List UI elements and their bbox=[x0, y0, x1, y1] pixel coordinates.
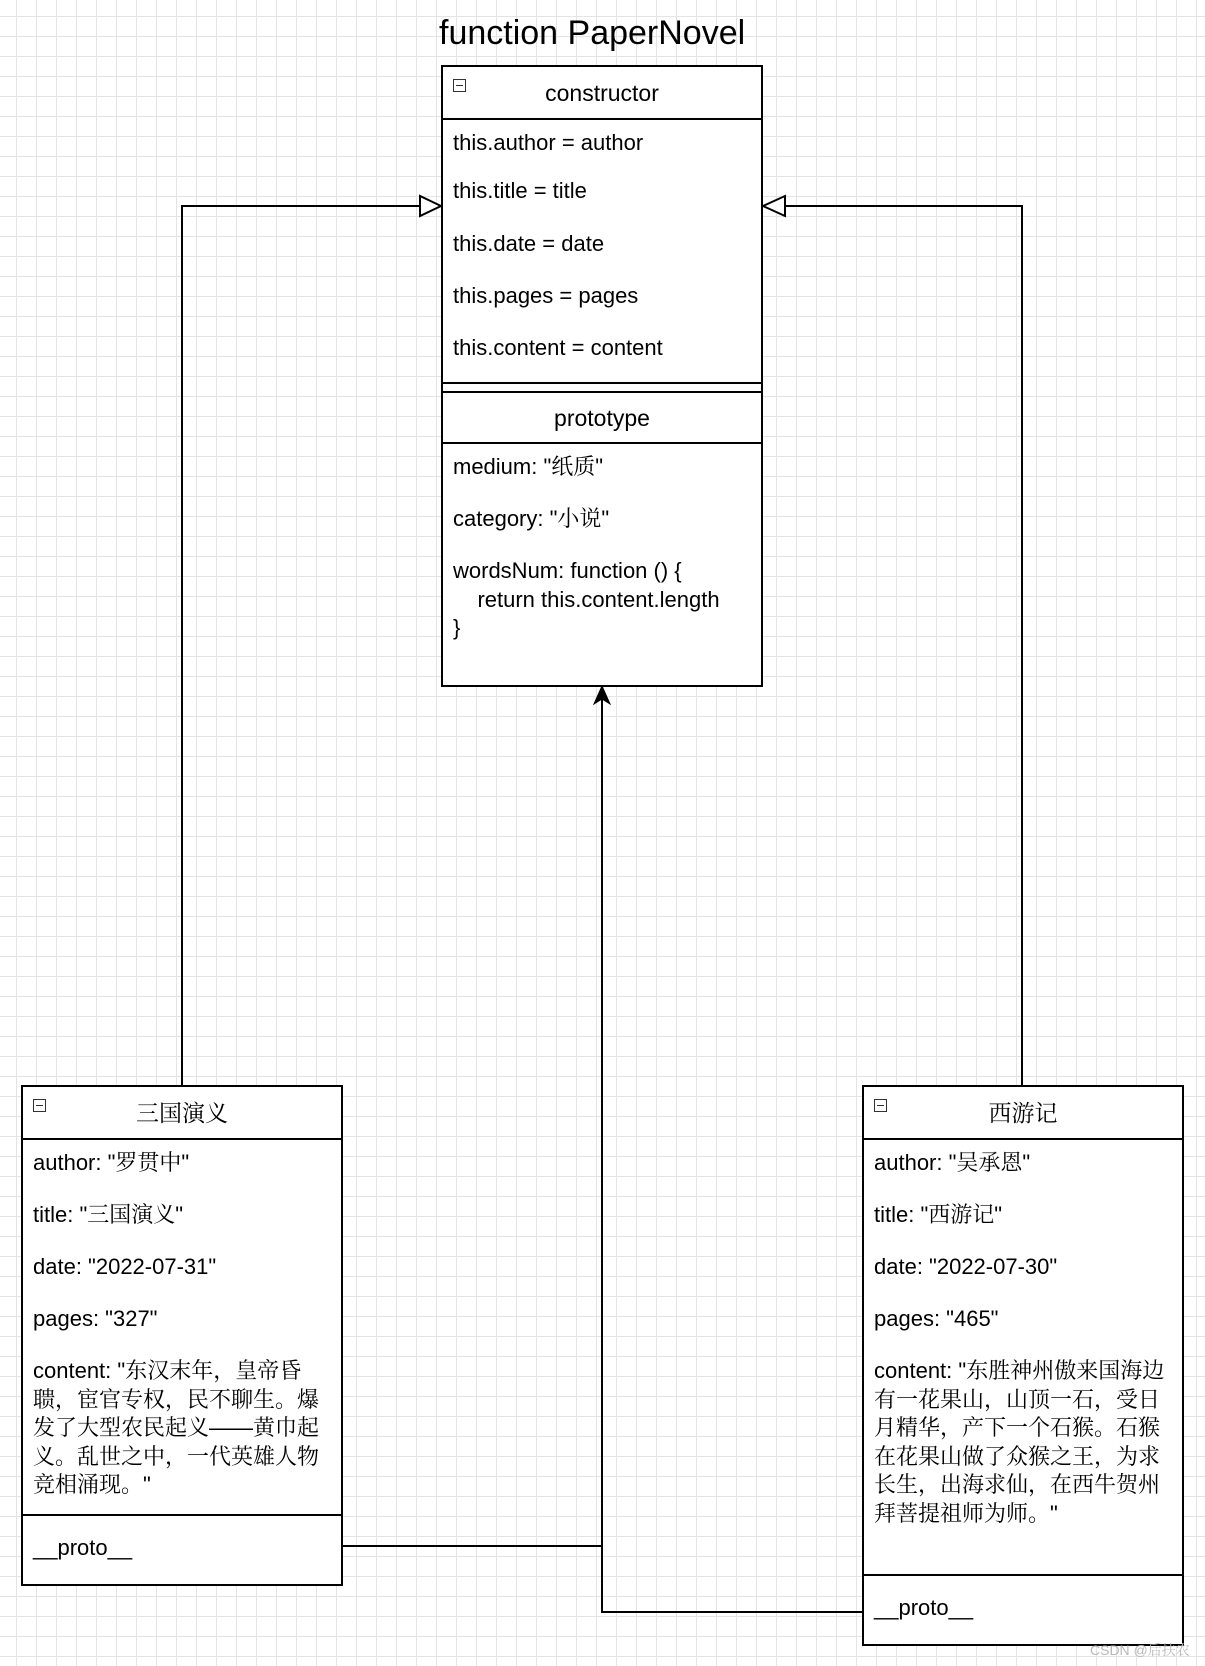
xiyou-field: author: "吴承恩" bbox=[874, 1150, 1031, 1175]
prototype-field: category: "小说" bbox=[453, 506, 610, 531]
xiyou-field: date: "2022-07-30" bbox=[874, 1254, 1058, 1279]
constructor-field: this.title = title bbox=[453, 178, 587, 203]
constructor-field: this.pages = pages bbox=[453, 283, 639, 308]
collapse-icon[interactable] bbox=[453, 79, 466, 92]
sanguo-object-box[interactable] bbox=[21, 1085, 343, 1586]
prototype-field: medium: "纸质" bbox=[453, 454, 604, 479]
inheritance-arrowhead-right bbox=[763, 196, 785, 216]
sanguo-field: pages: "327" bbox=[33, 1306, 158, 1331]
collapse-icon[interactable] bbox=[33, 1099, 46, 1112]
sanguo-field: title: "三国演义" bbox=[33, 1202, 184, 1227]
prototype-header[interactable] bbox=[443, 391, 761, 444]
prototype-header-label: prototype bbox=[554, 405, 650, 431]
prototype-method: wordsNum: function () { return this.content.length } bbox=[453, 558, 720, 640]
xiyou-content-field: content: "东胜神州傲来国海边有一花果山，山顶一石，受日月精华，产下一个石猴。石猴在花果山做了众猴之王，为求长生，出海求仙，在西牛贺州拜菩提祖师为师。" bbox=[874, 1358, 1165, 1526]
paper-novel-class-box[interactable] bbox=[441, 65, 763, 687]
sanguo-field: author: "罗贯中" bbox=[33, 1150, 190, 1175]
xiyou-field: title: "西游记" bbox=[874, 1202, 1003, 1227]
collapse-icon[interactable] bbox=[874, 1099, 887, 1112]
section-divider bbox=[864, 1574, 1182, 1576]
inheritance-edge-sanguo bbox=[182, 206, 420, 1085]
xiyou-field: pages: "465" bbox=[874, 1306, 999, 1331]
inheritance-edge-xiyou bbox=[785, 206, 1022, 1085]
sanguo-field: date: "2022-07-31" bbox=[33, 1254, 217, 1279]
xiyou-proto-field[interactable]: __proto__ bbox=[874, 1595, 974, 1620]
constructor-field: this.author = author bbox=[453, 130, 644, 155]
sanguo-header[interactable] bbox=[23, 1087, 341, 1140]
constructor-field: this.content = content bbox=[453, 335, 663, 360]
section-divider bbox=[23, 1514, 341, 1516]
sanguo-proto-field[interactable]: __proto__ bbox=[33, 1535, 133, 1560]
watermark: CSDN @后扶农 bbox=[1090, 1642, 1190, 1658]
proto-edge-xiyou bbox=[602, 1546, 862, 1612]
xiyou-header-label: 西游记 bbox=[988, 1100, 1058, 1126]
constructor-field: this.date = date bbox=[453, 231, 605, 256]
inheritance-arrowhead-left bbox=[420, 196, 441, 216]
constructor-header[interactable] bbox=[443, 67, 761, 120]
proto-edge-sanguo bbox=[343, 690, 602, 1546]
sanguo-header-label: 三国演义 bbox=[136, 1100, 228, 1126]
section-divider bbox=[443, 382, 761, 384]
diagram-title: function PaperNovel bbox=[439, 14, 746, 52]
constructor-header-label: constructor bbox=[545, 80, 659, 106]
sanguo-content-field: content: "东汉末年，皇帝昏聩，宦官专权，民不聊生。爆发了大型农民起义——黄巾起义。乱世之中，一代英雄人物竞相涌现。" bbox=[33, 1358, 320, 1497]
xiyou-object-box[interactable] bbox=[862, 1085, 1184, 1646]
xiyou-header[interactable] bbox=[864, 1087, 1182, 1140]
